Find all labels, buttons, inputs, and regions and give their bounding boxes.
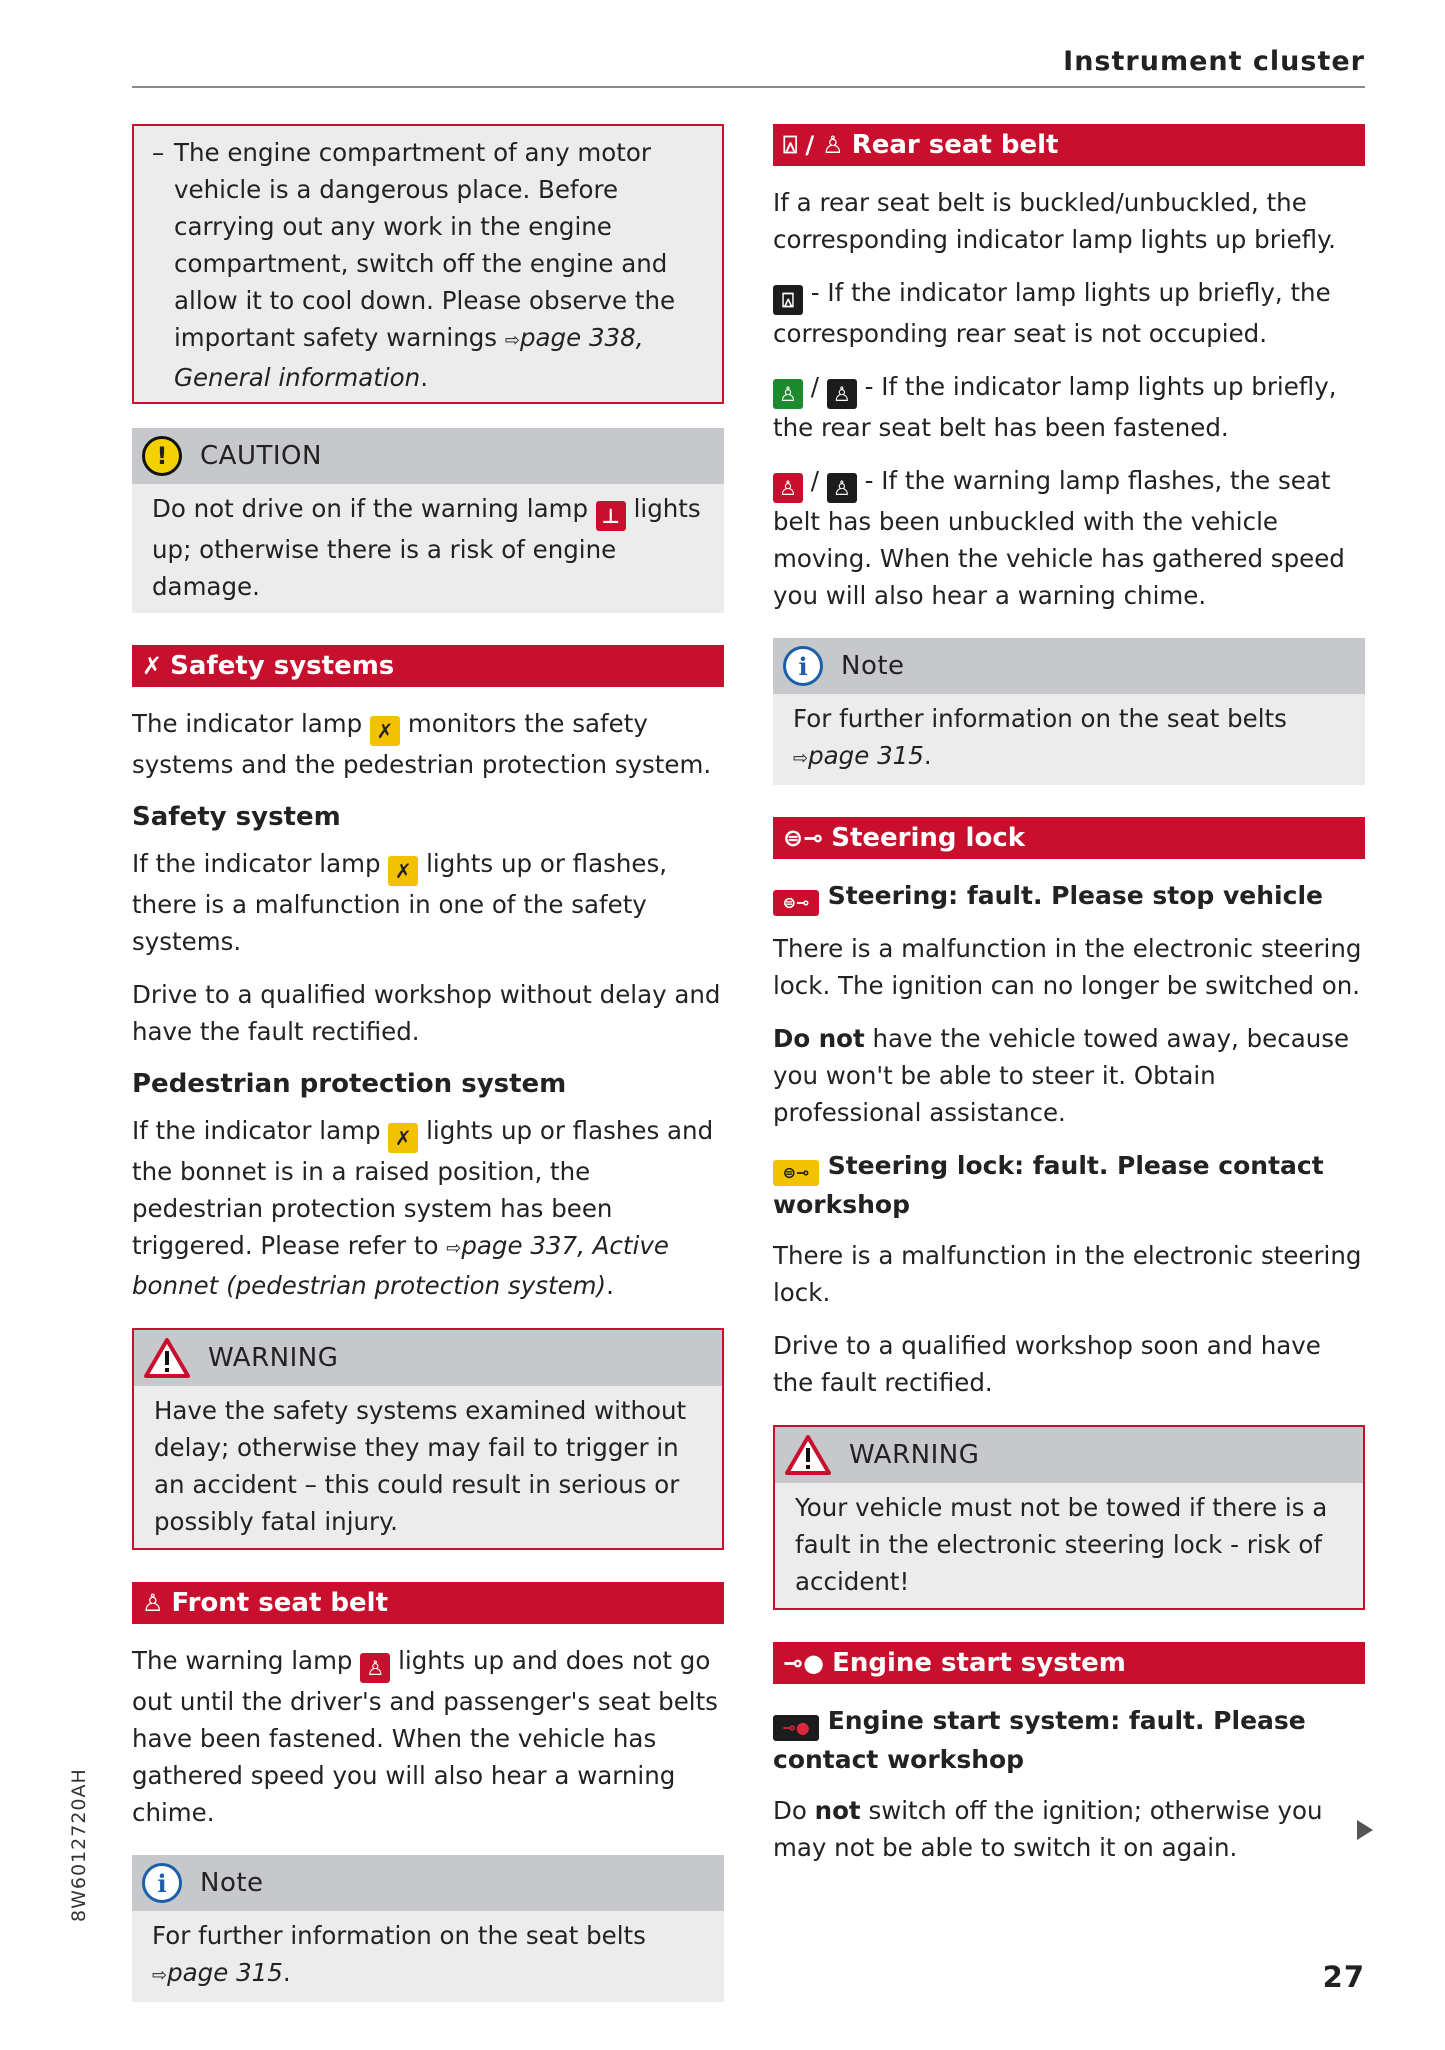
safety-intro: The indicator lamp ✗ monitors the safety systems and the pedestrian protection system. bbox=[132, 709, 712, 779]
warning-text: Your vehicle must not be towed if there is a fault in the electronic steering lock - risk of accident! bbox=[795, 1493, 1328, 1596]
warning-triangle-icon bbox=[785, 1435, 831, 1475]
seat-belt-unbuckled-white-icon: ♙ bbox=[827, 473, 857, 503]
seat-belt-icon: ♙ bbox=[142, 1589, 164, 1617]
caution-text: Do not drive on if the warning lamp ⊥ lights up; otherwise there is a risk of engine damage. bbox=[152, 494, 701, 601]
link-arrow-icon: ⇨ bbox=[152, 1965, 168, 1986]
page-link[interactable]: page 315 bbox=[808, 741, 924, 770]
airbag-indicator-icon: ✗ bbox=[388, 1123, 418, 1153]
airbag-icon: ✗ bbox=[142, 652, 163, 680]
steering-lock-yellow-icon: ⊜⊸ bbox=[773, 1160, 819, 1186]
section-safety-systems: ✗ Safety systems bbox=[132, 645, 724, 687]
seat-belt-unbuckled-red-icon: ♙ bbox=[773, 473, 803, 503]
link-arrow-icon: ⇨ bbox=[504, 330, 520, 351]
note-box bbox=[132, 1855, 724, 2002]
airbag-indicator-icon: ✗ bbox=[388, 856, 418, 886]
note-text: For further information on the seat belts ⇨page 315. bbox=[152, 1921, 646, 1987]
caution-title: CAUTION bbox=[200, 441, 322, 471]
note-text: For further information on the seat belts ⇨page 315. bbox=[793, 704, 1287, 770]
seat-belt-icon: ♙ bbox=[822, 131, 844, 159]
left-column bbox=[132, 124, 724, 2020]
rear-seat-belt-intro: If a rear seat belt is buckled/unbuckled, the corresponding indicator lamp lights up briefly. bbox=[773, 188, 1336, 254]
page-header-title: Instrument cluster bbox=[1063, 46, 1365, 77]
note-header bbox=[132, 1855, 724, 1911]
steering-lock-icon: ⊜⊸ bbox=[783, 824, 824, 852]
info-icon: i bbox=[783, 646, 823, 686]
engine-start-advice: Do not switch off the ignition; otherwise you may not be able to switch it on again. bbox=[773, 1796, 1323, 1862]
warning-triangle-icon bbox=[144, 1338, 190, 1378]
rear-seat-belt-unbuckled: ♙ / ♙ - If the warning lamp flashes, the seat belt has been unbuckled with the vehicle moving. When the vehicle has gathered speed you will also hear a warning chime. bbox=[773, 466, 1345, 610]
caution-icon: ! bbox=[142, 436, 182, 476]
warning-title: WARNING bbox=[849, 1440, 980, 1470]
section-engine-start-system: ⊸● Engine start system bbox=[773, 1642, 1365, 1684]
engine-start-fault-message: ⊸● Engine start system: fault. Please contact workshop bbox=[773, 1706, 1306, 1774]
warning-title: WARNING bbox=[208, 1343, 339, 1373]
section-rear-seat-belt: ⍓ / ♙ Rear seat belt bbox=[773, 124, 1365, 166]
seat-icon: ⍓ bbox=[783, 131, 798, 159]
separator: / bbox=[805, 131, 815, 159]
seat-belt-warning-icon: ♙ bbox=[360, 1653, 390, 1683]
note-header bbox=[773, 638, 1365, 694]
subheading-safety-system: Safety system bbox=[132, 802, 341, 832]
note-box bbox=[773, 638, 1365, 785]
safety-system-text: If the indicator lamp ✗ lights up or flashes, there is a malfunction in one of the safety systems. bbox=[132, 849, 668, 956]
warning-box bbox=[773, 1425, 1365, 1610]
warning-header bbox=[775, 1427, 1363, 1483]
info-icon: i bbox=[142, 1863, 182, 1903]
airbag-indicator-icon: ✗ bbox=[370, 716, 400, 746]
page-number: 27 bbox=[1322, 1960, 1365, 1994]
front-seat-belt-text: The warning lamp ♙ lights up and does not go out until the driver's and passenger's seat belts have been fastened. When the vehicle has gathered speed you will also hear a warning chime. bbox=[132, 1646, 718, 1827]
engine-compartment-text: The engine compartment of any motor vehicle is a dangerous place. Before carrying out any work in the engine compartment, switch off the engine and allow it to cool down. Please observe the important safety warnings ⇨page 338, General information. bbox=[174, 138, 676, 392]
steering-fault-message: ⊜⊸ Steering: fault. Please stop vehicle bbox=[773, 877, 1365, 916]
rear-seat-belt-fastened: ♙ / ♙ - If the indicator lamp lights up briefly, the rear seat belt has been fastened. bbox=[773, 372, 1337, 442]
bullet-dash: – bbox=[152, 138, 165, 167]
steering-lock-advice: Drive to a qualified workshop soon and have the fault rectified. bbox=[773, 1331, 1321, 1397]
note-title: Note bbox=[841, 651, 905, 681]
seat-belt-fastened-white-icon: ♙ bbox=[827, 379, 857, 409]
coolant-temperature-icon: ⊥ bbox=[596, 501, 626, 531]
seat-belt-fastened-green-icon: ♙ bbox=[773, 379, 803, 409]
page-link[interactable]: page 338, General information bbox=[174, 323, 644, 392]
note-title: Note bbox=[200, 1868, 264, 1898]
pedestrian-protection-text: If the indicator lamp ✗ lights up or flashes and the bonnet is in a raised position, the pedestrian protection system has been triggered. Please refer to ⇨page 337, Active bonnet (pedestrian protection system). bbox=[132, 1116, 714, 1300]
steering-lock-fault-message: ⊜⊸ Steering lock: fault. Please contact workshop bbox=[773, 1151, 1324, 1219]
warning-box bbox=[132, 1328, 724, 1550]
caution-header bbox=[132, 428, 724, 484]
continue-arrow-icon bbox=[1357, 1820, 1373, 1840]
steering-lock-fault-text: There is a malfunction in the electronic steering lock. bbox=[773, 1241, 1362, 1307]
link-arrow-icon: ⇨ bbox=[446, 1238, 462, 1259]
warning-header bbox=[134, 1330, 722, 1386]
engine-start-key-icon: ⊸● bbox=[773, 1715, 819, 1741]
caution-box bbox=[132, 428, 724, 613]
engine-compartment-box bbox=[132, 124, 724, 404]
safety-system-advice: Drive to a qualified workshop without delay and have the fault rectified. bbox=[132, 980, 721, 1046]
section-front-seat-belt: ♙ Front seat belt bbox=[132, 1582, 724, 1624]
document-code: 8W6012720AH bbox=[68, 1768, 90, 1922]
section-steering-lock: ⊜⊸ Steering lock bbox=[773, 817, 1365, 859]
steering-lock-red-icon: ⊜⊸ bbox=[773, 890, 819, 916]
page-link[interactable]: page 337, Active bonnet (pedestrian protection system) bbox=[132, 1231, 669, 1300]
right-column bbox=[773, 124, 1365, 1882]
steering-tow-advice: Do not have the vehicle towed away, because you won't be able to steer it. Obtain professional assistance. bbox=[773, 1024, 1350, 1127]
key-icon: ⊸● bbox=[783, 1649, 825, 1677]
subheading-pedestrian-protection: Pedestrian protection system bbox=[132, 1069, 567, 1099]
seat-not-occupied-icon: ⍓ bbox=[773, 285, 803, 315]
page-link[interactable]: page 315 bbox=[167, 1958, 283, 1987]
warning-text: Have the safety systems examined without delay; otherwise they may fail to trigger in an accident – this could result in serious or possibly fatal injury. bbox=[154, 1396, 687, 1536]
link-arrow-icon: ⇨ bbox=[793, 748, 809, 769]
header-divider bbox=[132, 86, 1365, 88]
steering-fault-text: There is a malfunction in the electronic steering lock. The ignition can no longer be switched on. bbox=[773, 934, 1362, 1000]
rear-seat-not-occupied: ⍓ - If the indicator lamp lights up briefly, the corresponding rear seat is not occupied. bbox=[773, 278, 1331, 348]
